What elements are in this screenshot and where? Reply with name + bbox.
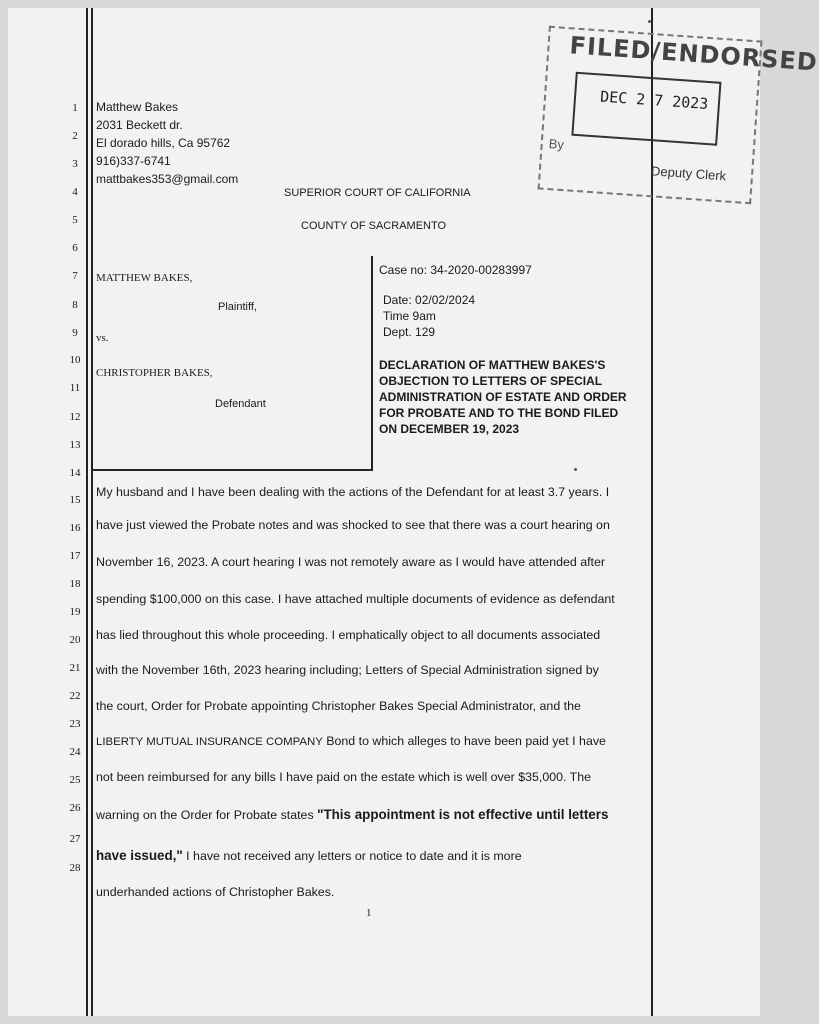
- document-title-line: DECLARATION OF MATTHEW BAKES'S: [379, 358, 606, 372]
- line-number: 28: [69, 862, 81, 874]
- line-number: 4: [72, 186, 78, 198]
- line-number: 26: [69, 802, 81, 814]
- line-number: 11: [69, 382, 81, 394]
- line-number: 7: [72, 270, 78, 282]
- insurer-name: LIBERTY MUTUAL INSURANCE COMPANY: [96, 736, 323, 748]
- body-line: has lied throughout this whole proceeding. I emphatically object to all documents associated: [96, 628, 601, 642]
- body-line-text: Bond to which alleges to have been paid yet I have: [322, 734, 606, 748]
- defendant-name: CHRISTOPHER BAKES,: [96, 367, 213, 379]
- line-number: 16: [69, 522, 81, 534]
- filer-email: mattbakes353@gmail.com: [96, 172, 239, 186]
- document-title-line: FOR PROBATE AND TO THE BOND FILED: [379, 406, 619, 420]
- line-number: 3: [72, 158, 78, 170]
- court-document-page: [8, 8, 819, 1016]
- hearing-dept: Dept. 129: [383, 325, 436, 339]
- stamp-by-label: By: [548, 136, 565, 153]
- stamp-date-box: [571, 72, 721, 146]
- filer-address-line1: 2031 Beckett dr.: [96, 118, 183, 132]
- line-number: 24: [69, 746, 81, 758]
- line-number: 10: [69, 354, 81, 366]
- line-number: 8: [72, 299, 78, 311]
- line-number: 17: [69, 550, 81, 562]
- scan-speck: [648, 20, 651, 23]
- filer-phone: 916)337-6741: [96, 154, 171, 168]
- caption-divider-horizontal: [92, 469, 373, 471]
- body-line: not been reimbursed for any bills I have paid on the estate which is well over $35,000. The: [96, 770, 592, 784]
- body-line: November 16, 2023. A court hearing I was not remotely aware as I would have attended after: [96, 555, 606, 569]
- quoted-warning: "This appointment is not effective until letters: [317, 807, 609, 822]
- case-number: Case no: 34-2020-00283997: [379, 263, 532, 277]
- line-number: 19: [69, 606, 81, 618]
- line-number: 25: [69, 774, 81, 786]
- line-number: 21: [69, 662, 81, 674]
- line-number: 5: [72, 214, 78, 226]
- defendant-label: Defendant: [215, 398, 266, 410]
- document-title-line: OBJECTION TO LETTERS OF SPECIAL: [379, 374, 603, 388]
- document-title-line: ON DECEMBER 19, 2023: [379, 422, 520, 436]
- line-number: 14: [69, 467, 81, 479]
- stamp-date: DEC 2 7 2023: [599, 87, 709, 114]
- body-line: underhanded actions of Christopher Bakes.: [96, 885, 335, 899]
- line-number: 18: [69, 578, 81, 590]
- line-number: 12: [69, 411, 81, 423]
- line-number: 27: [69, 833, 81, 845]
- line-number: 2: [72, 130, 78, 142]
- left-margin-rule: [91, 8, 93, 1016]
- line-number: 13: [69, 439, 81, 451]
- line-number: 15: [69, 494, 81, 506]
- line-number: 1: [72, 102, 78, 114]
- body-line: My husband and I have been dealing with the actions of the Defendant for at least 3.7 years. I: [96, 485, 610, 499]
- caption-divider-vertical: [371, 256, 373, 470]
- hearing-time: Time 9am: [383, 309, 436, 323]
- body-line-text: warning on the Order for Probate states: [96, 808, 318, 822]
- plaintiff-label: Plaintiff,: [218, 301, 257, 313]
- line-number: 9: [72, 327, 78, 339]
- versus-label: vs.: [96, 332, 109, 344]
- body-line: with the November 16th, 2023 hearing including; Letters of Special Administration signed by: [96, 663, 599, 677]
- line-number: 23: [69, 718, 81, 730]
- page-number: 1: [366, 907, 372, 919]
- body-line: [96, 848, 522, 863]
- hearing-date: Date: 02/02/2024: [383, 293, 476, 307]
- line-number: 6: [72, 242, 78, 254]
- quoted-warning: have issued,": [96, 848, 183, 863]
- stamp-title: FILED/ENDORSED: [568, 31, 819, 77]
- body-line: have just viewed the Probate notes and was shocked to see that there was a court hearing on: [96, 518, 610, 532]
- plaintiff-name: MATTHEW BAKES,: [96, 272, 193, 284]
- body-line-text: I have not received any letters or notice to date and it is more: [182, 849, 522, 863]
- filer-address-line2: El dorado hills, Ca 95762: [96, 136, 231, 150]
- court-county: COUNTY OF SACRAMENTO: [301, 220, 447, 232]
- stamp-clerk-label: Deputy Clerk: [650, 163, 727, 184]
- body-line: [96, 734, 606, 748]
- court-name: SUPERIOR COURT OF CALIFORNIA: [284, 187, 471, 199]
- line-number: 20: [69, 634, 81, 646]
- body-line: the court, Order for Probate appointing Christopher Bakes Special Administrator, and the: [96, 699, 581, 713]
- scan-speck: [574, 468, 577, 471]
- document-title-line: ADMINISTRATION OF ESTATE AND ORDER: [379, 390, 627, 404]
- filed-endorsed-stamp: [538, 26, 819, 205]
- body-line: [96, 807, 608, 822]
- filer-name: Matthew Bakes: [96, 100, 179, 114]
- body-line: spending $100,000 on this case. I have attached multiple documents of evidence as defendant: [96, 592, 615, 606]
- line-number: 22: [69, 690, 81, 702]
